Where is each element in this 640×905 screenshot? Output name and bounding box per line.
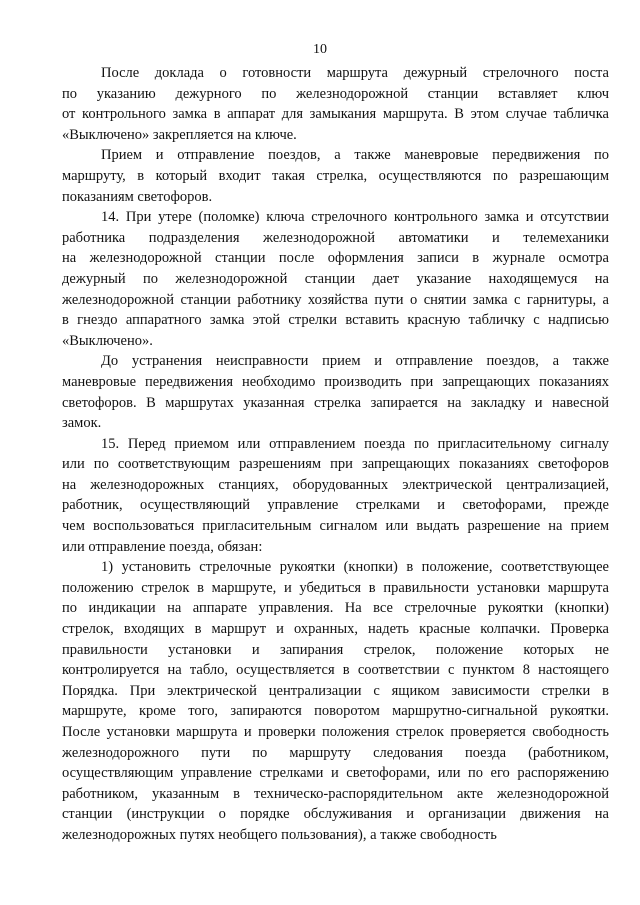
text-line: После доклада о готовности маршрута дежурный стрелочного поста	[101, 65, 609, 81]
text-line: железнодорожной станции работнику хозяйства пути о снятии замка с гарнитуры, а	[62, 291, 609, 308]
paragraph	[62, 351, 609, 433]
text-line: правильности установки и запирания стрелок, положение которых не	[62, 641, 609, 658]
text-line: 1) установить стрелочные рукоятки (кнопки) в положение, соответствующее	[101, 559, 609, 576]
text-line: Прием и отправление поездов, а также маневровые передвижения по	[101, 147, 609, 164]
text-line: или по соответствующим разрешениям при запрещающих показаниях светофоров	[62, 456, 609, 473]
paragraph	[62, 63, 609, 145]
text-line: в гнездо аппаратного замка этой стрелки вставить красную табличку с надписью	[62, 312, 609, 329]
text-line: железнодорожных путях необщего пользования), а также свободность	[62, 826, 497, 843]
text-line: чем воспользоваться пригласительным сигналом или выдать разрешение на прием	[62, 518, 609, 535]
text-line: железнодорожного пути по маршруту следования поезда (работником,	[62, 744, 609, 761]
text-line: от контрольного замка в аппарат для замыкания маршрута. В этом случае табличка	[62, 106, 609, 123]
text-line: на железнодорожной станции после оформления записи в журнале осмотра	[62, 250, 609, 267]
text-line: осуществляющим управление стрелками и светофорами, или по его распоряжению	[62, 765, 609, 782]
text-line: работником, указанным в техническо-распорядительном акте железнодорожной	[62, 785, 609, 802]
text-line: светофоров. В маршрутах указанная стрелка запирается на закладку и навесной	[62, 394, 609, 411]
text-line: или отправление поезда, обязан:	[62, 538, 263, 555]
text-line: по указанию дежурного по железнодорожной станции вставляет ключ	[62, 85, 609, 102]
text-line: маршруте, кроме того, запираются поворотом маршрутно-сигнальной рукоятки.	[62, 703, 609, 720]
text-line: станции (инструкции о порядке обслуживания и организации движения на	[62, 806, 609, 823]
text-line: маневровые передвижения необходимо производить при запрещающих показаниях	[62, 373, 609, 390]
text-line: на железнодорожных станциях, оборудованных электрической централизацией,	[62, 476, 609, 493]
text-line: После установки маршрута и проверки положения стрелок проверяется свободность	[62, 724, 609, 740]
text-line: показаниям светофоров.	[62, 188, 213, 205]
text-line: «Выключено».	[62, 332, 153, 349]
text-line: маршруту, в который входит такая стрелка, осуществляются по разрешающим	[62, 167, 609, 184]
text-line: положению стрелок в маршруте, и убедиться в правильности установки маршрута	[62, 579, 609, 596]
text-line: 14. При утере (поломке) ключа стрелочного контрольного замка и отсутствии	[101, 209, 609, 226]
text-line: «Выключено» закрепляется на ключе.	[62, 126, 297, 143]
page-number: 10	[313, 42, 327, 57]
text-line: дежурный по железнодорожной станции дает указание находящемуся на	[62, 270, 609, 287]
paragraph	[62, 557, 609, 845]
text-line: по индикации на аппарате управления. На все стрелочные рукоятки (кнопки)	[62, 600, 609, 617]
paragraph	[62, 434, 609, 558]
paragraph	[62, 145, 609, 207]
text-line: До устранения неисправности прием и отправление поездов, а также	[101, 353, 609, 370]
text-line: 15. Перед приемом или отправлением поезда по пригласительному сигналу	[101, 435, 609, 452]
document-body	[62, 63, 609, 846]
text-line: Порядка. При электрической централизации с ящиком зависимости стрелки в	[62, 682, 609, 699]
text-line: контролируется на табло, осуществляется в соответствии с пунктом 8 настоящего	[62, 662, 609, 679]
text-line: работника подразделения железнодорожной автоматики и телемеханики	[62, 229, 609, 246]
text-line: работник, осуществляющий управление стрелками и светофорами, прежде	[62, 497, 609, 514]
text-line: стрелок, входящих в маршрут и охранных, надеть красные колпачки. Проверка	[62, 621, 609, 638]
paragraph	[62, 207, 609, 351]
text-line: замок.	[62, 415, 102, 432]
